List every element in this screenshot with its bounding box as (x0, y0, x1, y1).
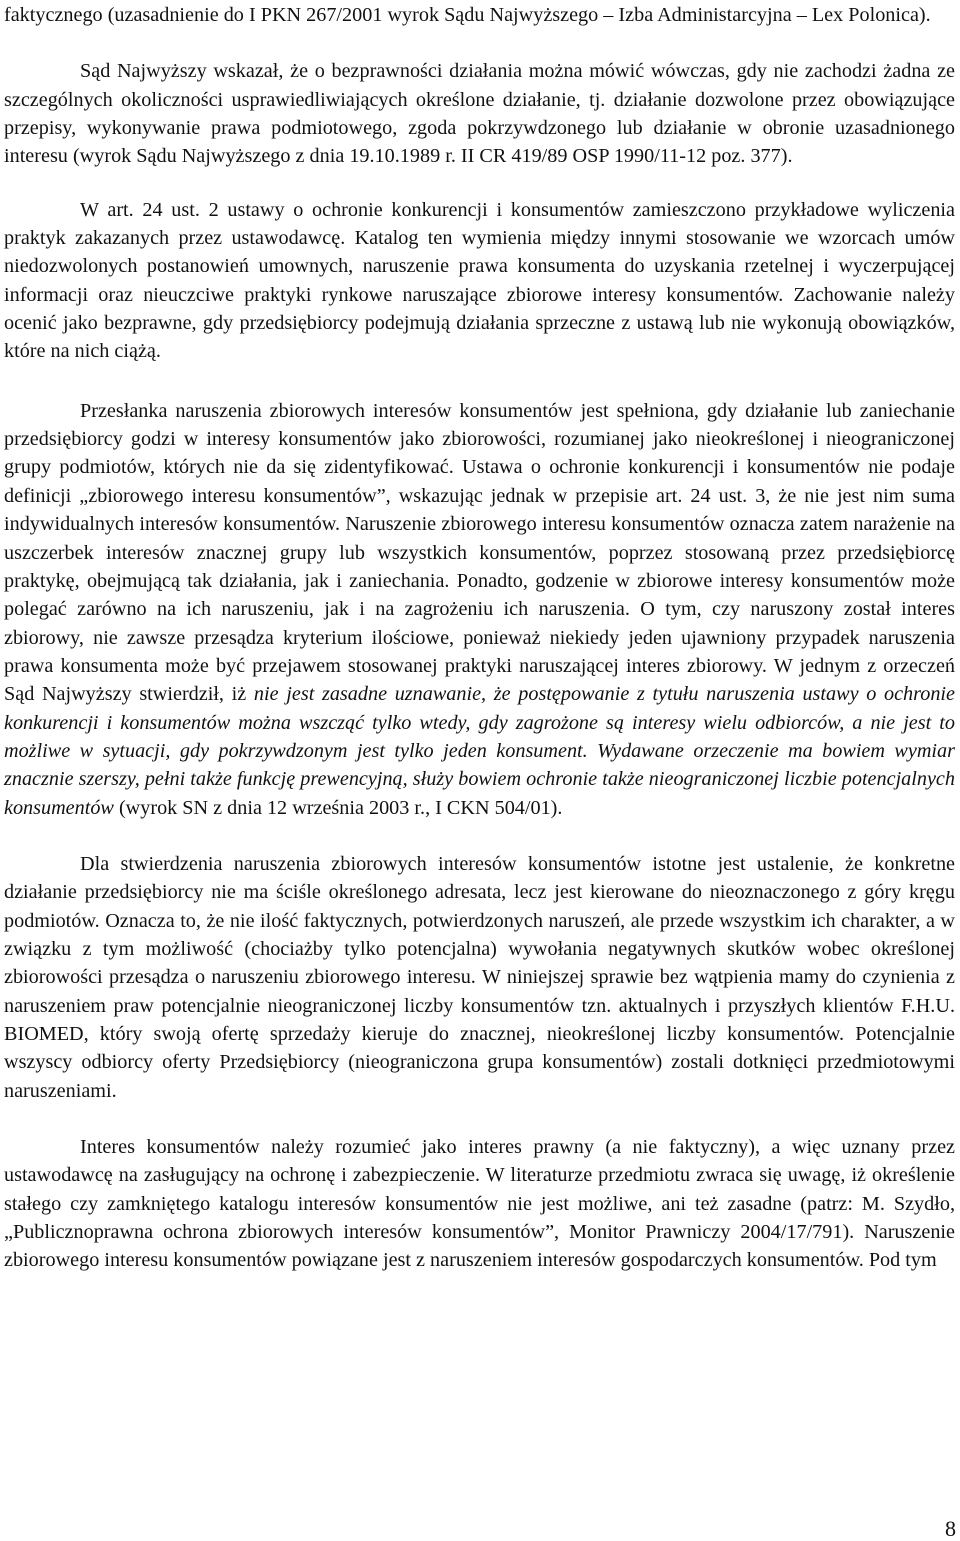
document-body (4, 1, 955, 1275)
paragraph-article-24: W art. 24 ust. 2 ustawy o ochronie konkurencji i konsumentów zamieszczono przykładowe wyliczenia praktyk zakazanych przez ustawodawcę. Katalog ten wymienia między innymi stosowanie we wzorcach umów niedozwolonych postanowień umownych, naruszenie prawa konsumenta do uzyskania rzetelnej i wyczerpującej informacji oraz nieuczciwe praktyki rynkowe naruszające zbiorowe interesy konsumentów. Zachowanie należy ocenić jako bezprawne, gdy przedsiębiorcy podejmują działania sprzeczne z ustawą lub nie wykonują obowiązków, które na nich ciążą. (4, 198, 955, 363)
paragraph-determining-infringement: Dla stwierdzenia naruszenia zbiorowych interesów konsumentów istotne jest ustalenie, że konkretne działanie przedsiębiorcy nie ma ściśle określonego adresata, lecz jest kierowane do nieoznaczonego z góry kręgu podmiotów. Oznacza to, że nie ilość faktycznych, potwierdzonych naruszeń, ale przede wszystkim ich charakter, a w związku z tym możliwość (chociażby tylko potencjalna) wywołania negatywnych skutków wobec określonej zbiorowości przesądza o naruszeniu zbiorowego interesu. W niniejszej sprawie bez wątpienia mamy do czynienia z naruszeniem praw potencjalnie nieograniczonej liczby konsumentów tzn. aktualnych i przyszłych klientów F.H.U. BIOMED, który swoją ofertę sprzedaży kieruje do znacznej, nieokreślonej liczby konsumentów. Potencjalnie wszyscy odbiorcy oferty Przedsiębiorcy (nieograniczona grupa konsumentów) zostali dotknięci przedmiotowymi naruszeniami. (4, 852, 955, 1102)
judgment-citation: (wyrok SN z dnia 12 września 2003 r., I CKN 504/01). (113, 796, 563, 819)
paragraph-consumer-interest: Interes konsumentów należy rozumieć jako interes prawny (a nie faktyczny), a więc uznany przez ustawodawcę na zasługujący na ochronę i zabezpieczenie. W literaturze przedmiotu zwraca się uwagę, iż określenie stałego czy zamkniętego katalogu interesów konsumentów nie jest możliwe, ani też zasadne (patrz: M. Szydło, „Publicznoprawna ochrona zbiorowych interesów konsumentów”, Monitor Prawniczy 2004/17/791). Naruszenie zbiorowego interesu konsumentów powiązane jest z naruszeniem interesów gospodarczych konsumentów. Pod tym (4, 1136, 955, 1272)
court-quotation: nie jest zasadne uznawanie, że postępowanie z tytułu naruszenia ustawy o ochronie konkurencji i konsumentów można wszcząć tylko wtedy, gdy zagrożone są interesy wielu odbiorców, a nie jest to możliwe w sytuacji, gdy pokrzywdzonym jest tylko jeden konsument. Wydawane orzeczenie ma bowiem wymiar znacznie szerszy, pełni także funkcję prewencyjną, służy bowiem ochronie także nieograniczonej liczbie potencjalnych konsumentów (4, 683, 955, 819)
page-number: 8 (945, 1516, 956, 1541)
paragraph-collective-interest (4, 397, 955, 822)
paragraph-collective-interest-text: Przesłanka naruszenia zbiorowych interesów konsumentów jest spełniona, gdy działanie lub zaniechanie przedsiębiorcy godzi w interesy konsumentów jako zbiorowości, rozumianej jako nieokreślonej i nieograniczonej grupy podmiotów, których nie da się zidentyfikować. Ustawa o ochronie konkurencji i konsumentów nie podaje definicji „zbiorowego interesu konsumentów”, wskazując jednak w przepisie art. 24 ust. 3, że nie jest nim suma indywidualnych interesów konsumentów. Naruszenie zbiorowego interesu konsumentów oznacza zatem narażenie na uszczerbek interesów znacznej grupy lub wszystkich konsumentów, poprzez stosowaną przez przedsiębiorcę praktykę, obejmującą tak działania, jak i zaniechania. Ponadto, godzenie w zbiorowe interesy konsumentów może polegać zarówno na ich naruszeniu, jak i na zagrożeniu ich naruszenia. O tym, czy naruszony został interes zbiorowy, nie zawsze przesądza kryterium ilościowe, ponieważ niekiedy jeden ujawniony przypadek naruszenia prawa konsumenta może być przejawem stosowanej praktyki naruszającej interes zbiorowy. W jednym z orzeczeń Sąd Najwyższy stwierdził, iż (4, 399, 955, 706)
paragraph-continuation: faktycznego (uzasadnienie do I PKN 267/2001 wyrok Sądu Najwyższego – Izba Administarcyjna – Lex Polonica). (4, 4, 931, 26)
paragraph-supreme-court-unlawfulness: Sąd Najwyższy wskazał, że o bezprawności działania można mówić wówczas, gdy nie zachodzi żadna ze szczególnych okoliczności usprawiedliwiających określone działanie, tj. działanie dozwolone przez obowiązujące przepisy, wykonywanie prawa podmiotowego, zgoda pokrzywdzonego lub działanie w obronie uzasadnionego interesu (wyrok Sądu Najwyższego z dnia 19.10.1989 r. II CR 419/89 OSP 1990/11-12 poz. 377). (4, 60, 955, 168)
